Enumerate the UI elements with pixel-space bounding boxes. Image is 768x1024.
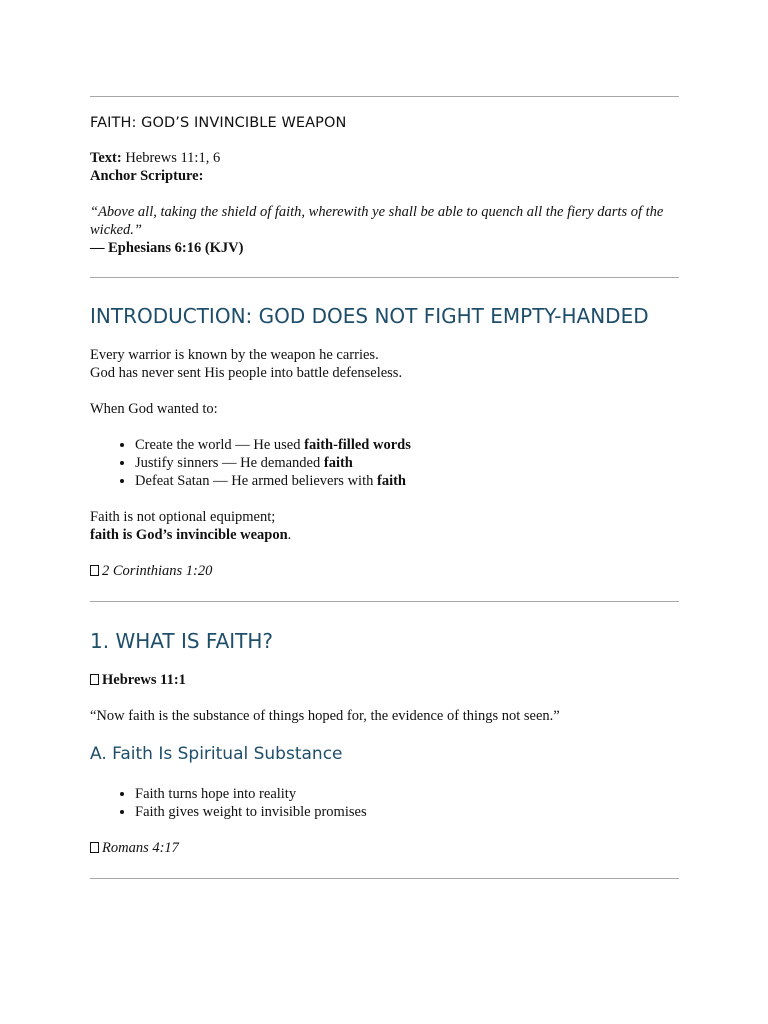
intro-when: When God wanted to: bbox=[90, 401, 218, 417]
list-item: • Defeat Satan — He armed believers with faith bbox=[135, 472, 679, 490]
text-reference bbox=[90, 149, 679, 167]
list-item: • Justify sinners — He demanded faith bbox=[135, 454, 679, 472]
intro-line-2: God has never sent His people into battle defenseless. bbox=[90, 365, 403, 381]
section-1-quote: “Now faith is the substance of things hoped for, the evidence of things not seen.” bbox=[90, 708, 560, 724]
reference-icon bbox=[90, 565, 99, 576]
subsection-a-heading: A. Faith Is Spiritual Substance bbox=[90, 744, 343, 764]
anchor-scripture-label: Anchor Scripture: bbox=[90, 168, 204, 184]
subsection-a-bullet-list bbox=[90, 785, 679, 821]
intro-bullet-list bbox=[90, 436, 679, 490]
intro-reference: 2 Corinthians 1:20 bbox=[90, 562, 679, 580]
divider bbox=[90, 878, 679, 879]
divider bbox=[90, 601, 679, 602]
document-page bbox=[90, 96, 679, 879]
list-item: • Create the world — He used faith-filled words bbox=[135, 436, 679, 454]
text-value: Hebrews 11:1, 6 bbox=[121, 150, 221, 166]
anchor-quote: “Above all, taking the shield of faith, wherewith ye shall be able to quench all the fiery darts of the wicked.” bbox=[90, 204, 664, 238]
section-1-heading: 1. WHAT IS FAITH? bbox=[90, 629, 274, 653]
text-label: Text: bbox=[90, 150, 122, 166]
intro-heading: INTRODUCTION: GOD DOES NOT FIGHT EMPTY-HANDED bbox=[90, 304, 649, 328]
divider bbox=[90, 96, 679, 97]
reference-icon bbox=[90, 674, 99, 685]
reference-icon bbox=[90, 842, 99, 853]
subsection-a-reference: Romans 4:17 bbox=[90, 839, 679, 857]
section-1-reference: Hebrews 11:1 bbox=[90, 671, 679, 689]
document-title: FAITH: GOD’S INVINCIBLE WEAPON bbox=[90, 115, 347, 131]
list-item: • Faith turns hope into reality bbox=[135, 785, 679, 803]
divider bbox=[90, 277, 679, 278]
intro-line-1: Every warrior is known by the weapon he carries. bbox=[90, 347, 379, 363]
intro-closing-1: Faith is not optional equipment; bbox=[90, 509, 276, 525]
anchor-citation: — Ephesians 6:16 (KJV) bbox=[90, 240, 244, 256]
intro-closing-2: faith is God’s invincible weapon. bbox=[90, 527, 292, 543]
list-item: • Faith gives weight to invisible promises bbox=[135, 803, 679, 821]
